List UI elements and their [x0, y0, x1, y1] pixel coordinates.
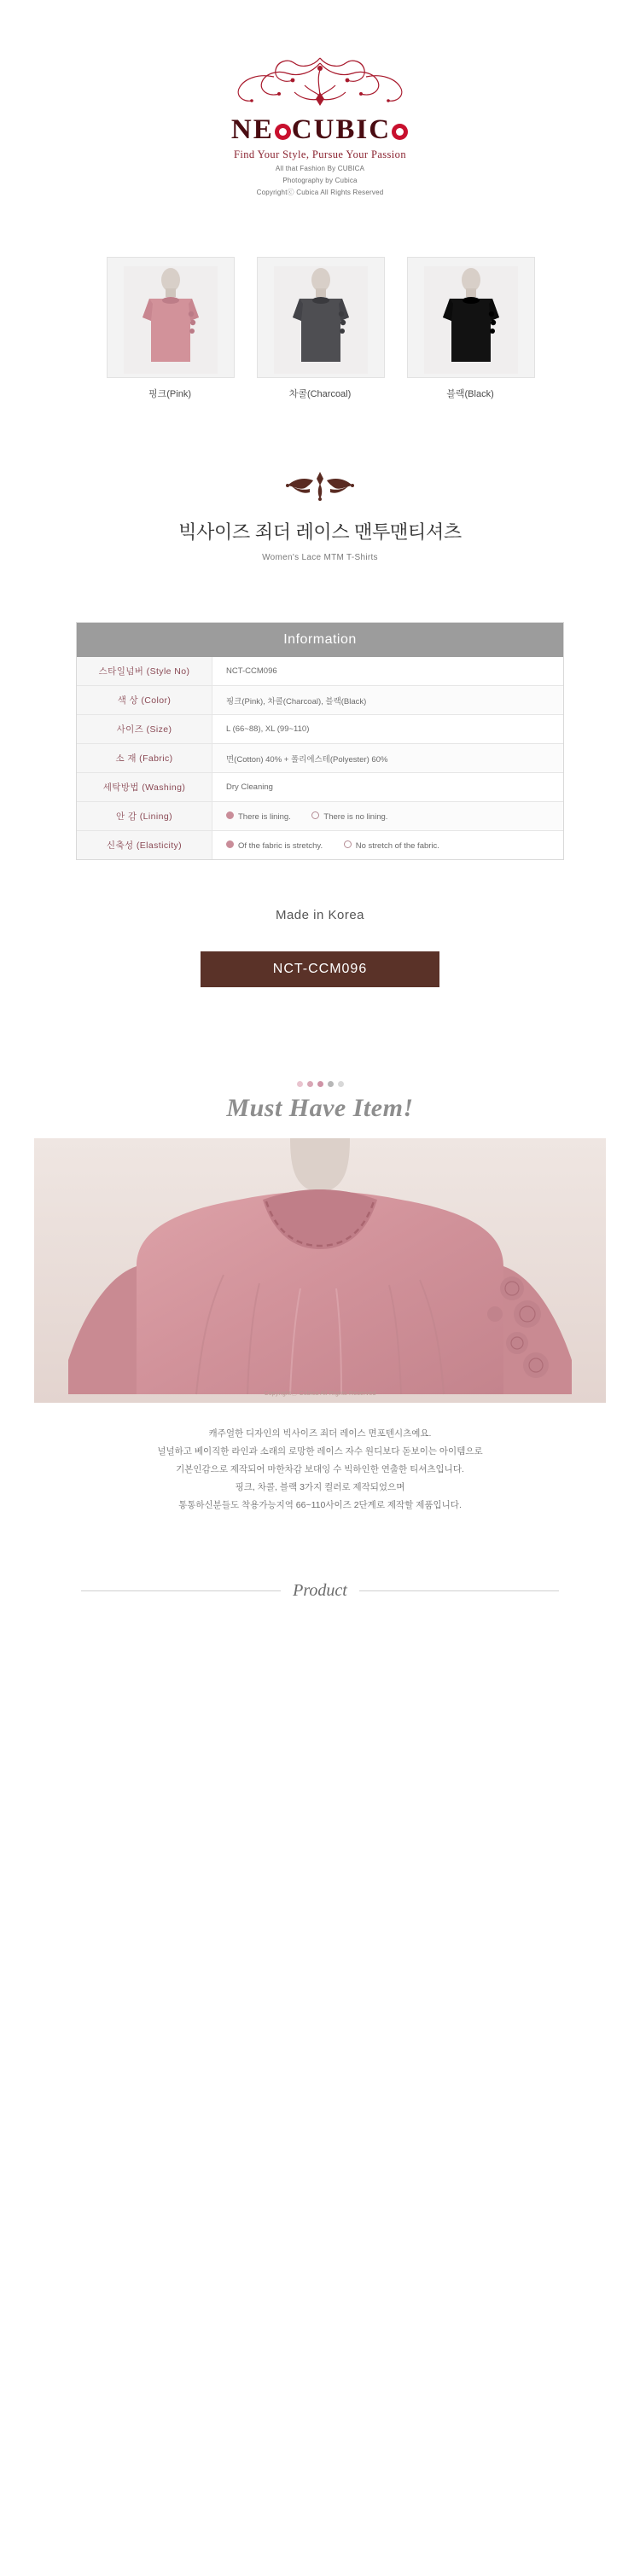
- dot-icon: [328, 1081, 334, 1087]
- radio-option-elastic-no[interactable]: [344, 841, 439, 851]
- row-value: Dry Cleaning: [212, 773, 564, 802]
- divider-line-left: [81, 1590, 281, 1591]
- photo-copyright: Copyrightⓒ Cubica All Rights Reserved: [264, 1391, 376, 1397]
- radio-selected-icon: [226, 840, 234, 848]
- must-have-title: Must Have Item!: [226, 1094, 414, 1122]
- color-photo-charcoal: [257, 257, 385, 378]
- brand-wordmark: [0, 114, 640, 146]
- garment-photo-icon: [274, 266, 368, 374]
- brand-header: [0, 0, 640, 197]
- brand-copyright: Copyrightⓒ Cubica All Rights Reserved: [256, 189, 384, 196]
- product-title-block: [0, 468, 640, 562]
- brand-subline-2: Photography by Cubica: [282, 177, 358, 184]
- row-value: 면(Cotton) 40% + 폴리에스테(Polyester) 60%: [212, 744, 564, 773]
- table-row: [77, 686, 563, 715]
- product-photo-main: [34, 1138, 606, 1403]
- row-value-radio-group: [212, 831, 564, 860]
- color-photo-pink: [107, 257, 235, 378]
- garment-photo-icon: [124, 266, 218, 374]
- row-label: 사이즈 (Size): [77, 715, 212, 744]
- table-row: [77, 744, 563, 773]
- row-value: NCT-CCM096: [212, 657, 564, 686]
- decorative-flourish-icon: [192, 51, 448, 111]
- row-label: 스타일넘버 (Style No): [77, 657, 212, 686]
- row-value: 핑크(Pink), 차콜(Charcoal), 블랙(Black): [212, 686, 564, 715]
- row-value-radio-group: [212, 802, 564, 831]
- row-value: L (66~88), XL (99~110): [212, 715, 564, 744]
- row-label: 안 감 (Lining): [77, 802, 212, 831]
- description-line: 캐주얼한 디자인의 빅사이즈 죄더 레이스 면포텐시츠예요.: [208, 1428, 432, 1439]
- information-table: [76, 622, 564, 860]
- must-have-block: [0, 1081, 640, 1123]
- brand-text-part2: CUBIC: [291, 114, 392, 145]
- decorative-dots: [0, 1081, 640, 1087]
- title-flourish-icon: [269, 468, 371, 503]
- color-photo-black: [407, 257, 535, 378]
- description-line: 핑크, 차콜, 블랙 3가지 컬러로 제작되었으며: [235, 1482, 405, 1492]
- description-line: 통통하신분들도 착용가능지역 66~110사이즈 2단계로 제작할 제품입니다.: [178, 1500, 462, 1510]
- radio-option-label: Of the fabric is stretchy.: [238, 840, 323, 851]
- dot-icon: [297, 1081, 303, 1087]
- radio-option-label: There is lining.: [238, 811, 291, 822]
- page-title: 빅사이즈 죄더 레이스 맨투맨티셔츠: [178, 521, 462, 543]
- color-label: 핑크(Pink): [148, 389, 191, 399]
- product-footer-label: Product: [293, 1581, 347, 1600]
- brand-dot-a: [392, 124, 408, 140]
- radio-option-lining-no[interactable]: [311, 812, 387, 822]
- color-label: 차콜(Charcoal): [288, 389, 352, 399]
- radio-option-label: There is no lining.: [323, 811, 388, 822]
- dot-icon: [338, 1081, 344, 1087]
- row-label: 소 재 (Fabric): [77, 744, 212, 773]
- table-row: [77, 773, 563, 802]
- row-label: 색 상 (Color): [77, 686, 212, 715]
- page-subtitle: Women's Lace MTM T-Shirts: [262, 553, 378, 562]
- brand-text-part1: NE: [230, 114, 274, 145]
- table-row: [77, 802, 563, 831]
- description-line: 널널하고 베이직한 라인과 소래의 로망한 레이스 자수 원디보다 돋보이는 아이템으로: [157, 1446, 483, 1457]
- table-row: [77, 831, 563, 860]
- product-photo-illustration: [34, 1138, 606, 1403]
- row-label: 신축성 (Elasticity): [77, 831, 212, 860]
- description-line: 기본인감으로 제작되어 마한차감 보대잉 수 빅하인한 연출한 티셔츠입니다.: [176, 1464, 464, 1474]
- color-option-charcoal[interactable]: [257, 257, 383, 400]
- color-option-black[interactable]: [407, 257, 533, 400]
- radio-option-label: No stretch of the fabric.: [355, 840, 439, 851]
- product-description: [55, 1425, 585, 1515]
- style-code-banner: NCT-CCM096: [201, 951, 439, 987]
- radio-option-elastic-yes[interactable]: [226, 841, 323, 851]
- product-section-divider: [81, 1581, 559, 1601]
- radio-empty-icon: [344, 840, 352, 848]
- row-label: 세탁방법 (Washing): [77, 773, 212, 802]
- brand-tagline: Find Your Style, Pursue Your Passion: [234, 148, 406, 160]
- color-label: 블랙(Black): [446, 389, 494, 399]
- garment-photo-icon: [424, 266, 518, 374]
- dot-icon: [317, 1081, 323, 1087]
- table-row: [77, 657, 563, 686]
- color-option-pink[interactable]: [107, 257, 233, 400]
- color-options: [107, 257, 533, 400]
- table-row: [77, 715, 563, 744]
- brand-dot-o: [275, 124, 291, 140]
- brand-subline-1: All that Fashion By CUBICA: [275, 165, 365, 172]
- radio-option-lining-yes[interactable]: [226, 812, 291, 822]
- made-in-label: Made in Korea: [275, 908, 365, 922]
- dot-icon: [307, 1081, 313, 1087]
- divider-line-right: [359, 1590, 559, 1591]
- information-heading: Information: [77, 623, 563, 657]
- radio-selected-icon: [226, 811, 234, 819]
- radio-empty-icon: [311, 811, 319, 819]
